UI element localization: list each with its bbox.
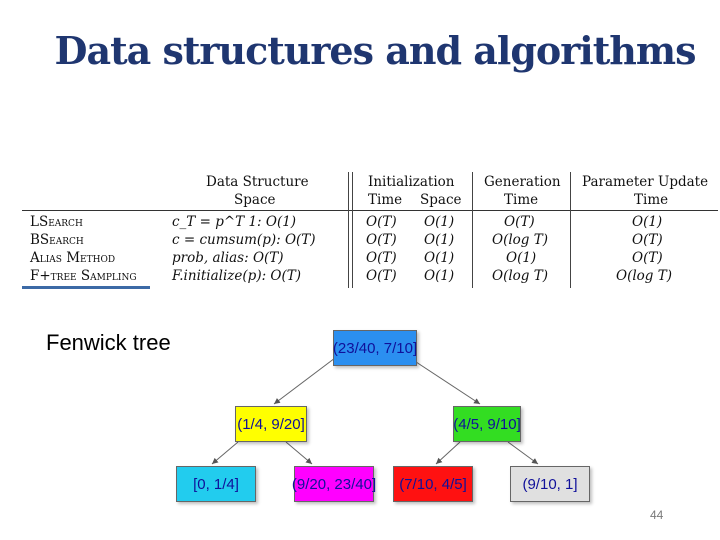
table-cell-gen-time: O(1) [506, 250, 537, 266]
header-generation: Generation [484, 174, 561, 190]
tree-node-leaf-4: (9/10, 1] [510, 466, 590, 502]
table-cell-ds: F.initialize(p): O(T) [172, 268, 302, 284]
table-cell-upd-time: O(T) [632, 250, 663, 266]
slide-title: Data structures and algorithms [54, 28, 696, 73]
table-cell-init-space: O(1) [424, 232, 455, 248]
table-cell-upd-time: O(1) [632, 214, 663, 230]
header-upd-time: Time [634, 192, 669, 208]
tree-edge [410, 358, 480, 404]
tree-node-leaf-2: (9/20, 23/40] [294, 466, 374, 502]
table-cell-init-time: O(T) [366, 214, 397, 230]
header-gen-time: Time [504, 192, 539, 208]
table-cell-upd-time: O(T) [632, 232, 663, 248]
table-cell-ds: prob, alias: O(T) [172, 250, 284, 266]
tree-node-root: (23/40, 7/10] [333, 330, 417, 366]
header-parameter-update: Parameter Update [582, 174, 709, 190]
fenwick-tree-label: Fenwick tree [46, 330, 171, 355]
table-cell-ds: c = cumsum(p): O(T) [172, 232, 316, 248]
tree-edge [508, 442, 538, 464]
table-cell-method: BSearch [30, 232, 84, 248]
table-cell-gen-time: O(T) [504, 214, 535, 230]
table-cell-init-space: O(1) [424, 268, 455, 284]
table-cell-upd-time: O(log T) [616, 268, 672, 284]
table-cell-method: Alias Method [30, 250, 116, 266]
header-initialization: Initialization [368, 174, 455, 190]
table-cell-init-time: O(T) [366, 232, 397, 248]
tree-node-leaf-3: (7/10, 4/5] [393, 466, 473, 502]
header-space: Space [234, 192, 276, 208]
tree-edge [286, 442, 312, 464]
page-number: 44 [650, 508, 664, 522]
tree-node-leaf-1: [0, 1/4] [176, 466, 256, 502]
table-cell-method: F+tree Sampling [30, 268, 137, 284]
header-init-time: Time [368, 192, 403, 208]
header-init-space: Space [420, 192, 462, 208]
tree-node-right: (4/5, 9/10] [453, 406, 521, 442]
tree-edge [212, 442, 238, 464]
table-cell-gen-time: O(log T) [492, 232, 548, 248]
table-cell-ds: c_T = p^T 1: O(1) [172, 214, 297, 230]
tree-edge [274, 358, 335, 404]
table-cell-init-space: O(1) [424, 250, 455, 266]
header-data-structure: Data Structure [206, 174, 309, 190]
table-cell-method: LSearch [30, 214, 83, 230]
table-cell-gen-time: O(log T) [492, 268, 548, 284]
table-cell-init-time: O(T) [366, 268, 397, 284]
table-cell-init-time: O(T) [366, 250, 397, 266]
tree-edge [436, 442, 460, 464]
tree-node-left: (1/4, 9/20] [235, 406, 307, 442]
table-cell-init-space: O(1) [424, 214, 455, 230]
